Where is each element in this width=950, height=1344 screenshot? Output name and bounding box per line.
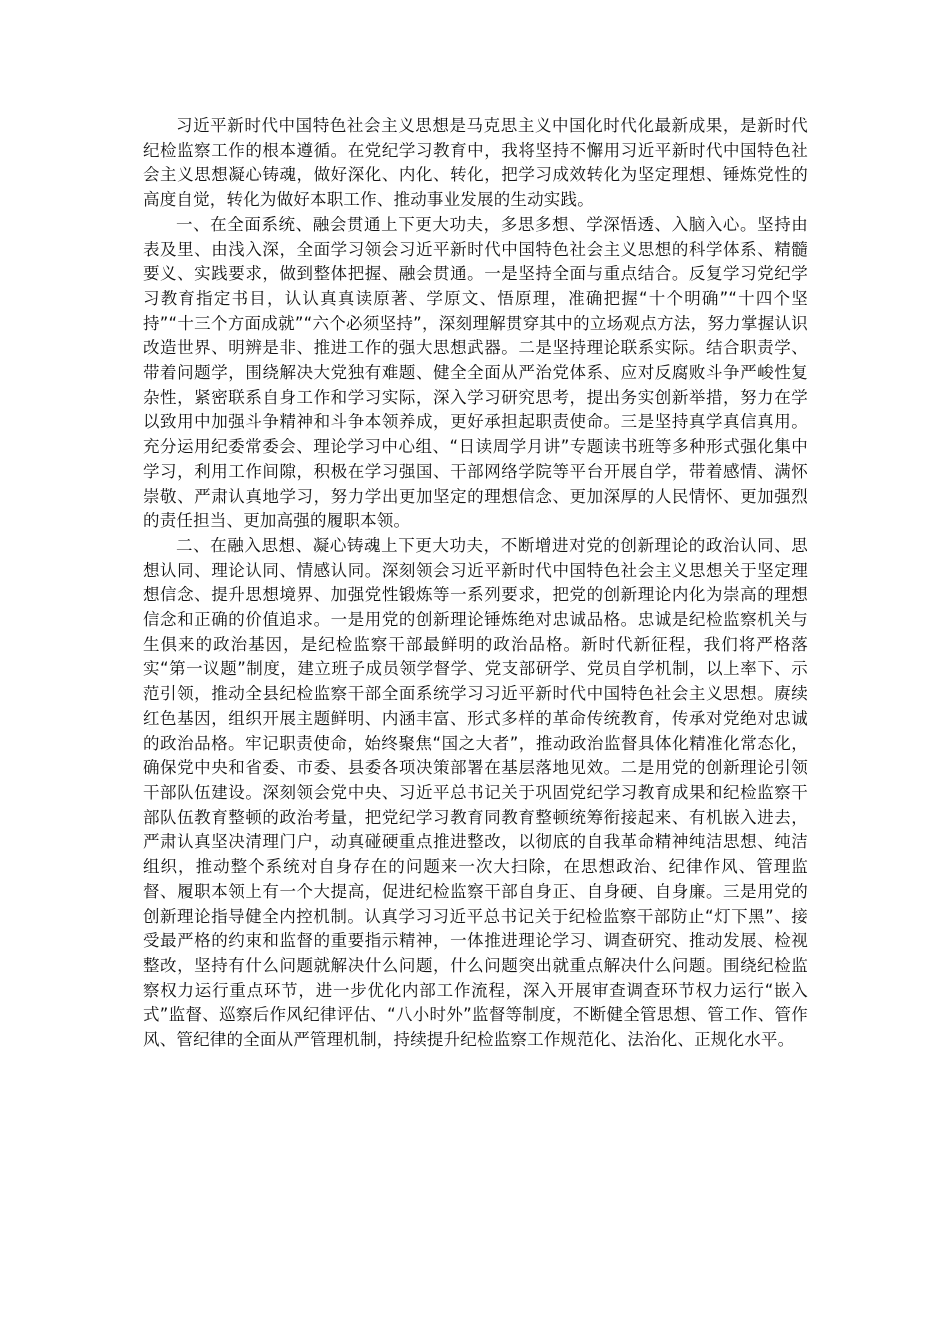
document-body (143, 114, 808, 1053)
paragraph-section-one: 一、在全面系统、融会贯通上下更大功夫，多思多想、学深悟透、入脑入心。坚持由表及里、由浅入深，全面学习领会习近平新时代中国特色社会主义思想的科学体系、精髓要义、实践要求，做到整体把握、融会贯通。一是坚持全面与重点结合。反复学习党纪学习教育指定书目，认认真真读原著、学原文、悟原理，准确把握“十个明确”“十四个坚持”“十三个方面成就”“六个必须坚持”，深刻理解贯穿其中的立场观点方法，努力掌握认识改造世界、明辨是非、推进工作的强大思想武器。二是坚持理论联系实际。结合职责学、带着问题学，围绕解决大党独有难题、健全全面从严治党体系、应对反腐败斗争严峻性复杂性，紧密联系自身工作和学习实际，深入学习研究思考，提出务实创新举措，努力在学以致用中加强斗争精神和斗争本领养成，更好承担起职责使命。三是坚持真学真信真用。充分运用纪委常委会、理论学习中心组、“日读周学月讲”专题读书班等多种形式强化集中学习，利用工作间隙，积极在学习强国、干部网络学院等平台开展自学，带着感情、满怀崇敬、严肃认真地学习，努力学出更加坚定的理想信念、更加深厚的人民情怀、更加强烈的责任担当、更加高强的履职本领。 (143, 214, 808, 531)
paragraph-section-two: 二、在融入思想、凝心铸魂上下更大功夫，不断增进对党的创新理论的政治认同、思想认同、理论认同、情感认同。深刻领会习近平新时代中国特色社会主义思想关于坚定理想信念、提升思想境界、加强党性锻炼等一系列要求，把党的创新理论内化为崇高的理想信念和正确的价值追求。一是用党的创新理论锤炼绝对忠诚品格。忠诚是纪检监察机关与生俱来的政治基因，是纪检监察干部最鲜明的政治品格。新时代新征程，我们将严格落实“第一议题”制度，建立班子成员领学督学、党支部研学、党员自学机制，以上率下、示范引领，推动全县纪检监察干部全面系统学习习近平新时代中国特色社会主义思想。赓续红色基因，组织开展主题鲜明、内涵丰富、形式多样的革命传统教育，传承对党绝对忠诚的政治品格。牢记职责使命，始终聚焦“国之大者”，推动政治监督具体化精准化常态化，确保党中央和省委、市委、县委各项决策部署在基层落地见效。二是用党的创新理论引领干部队伍建设。深刻领会党中央、习近平总书记关于巩固党纪学习教育成果和纪检监察干部队伍教育整顿的政治考量，把党纪学习教育同教育整顿统筹衔接起来、有机嵌入进去，严肃认真坚决清理门户，动真碰硬重点推进整改，以彻底的自我革命精神纯洁思想、纯洁组织，推动整个系统对自身存在的问题来一次大扫除，在思想政治、纪律作风、管理监督、履职本领上有一个大提高，促进纪检监察干部自身正、自身硬、自身廉。三是用党的创新理论指导健全内控机制。认真学习习近平总书记关于纪检监察干部防止“灯下黑”、接受最严格的约束和监督的重要指示精神，一体推进理论学习、调查研究、推动发展、检视整改，坚持有什么问题就解决什么问题，什么问题突出就重点解决什么问题。围绕纪检监察权力运行重点环节，进一步优化内部工作流程，深入开展审查调查环节权力运行“嵌入式”监督、巡察后作风纪律评估、“八小时外”监督等制度，不断健全管思想、管工作、管作风、管纪律的全面从严管理机制，持续提升纪检监察工作规范化、法治化、正规化水平。 (143, 535, 808, 1050)
paragraph-intro: 习近平新时代中国特色社会主义思想是马克思主义中国化时代化最新成果，是新时代纪检监察工作的根本遵循。在党纪学习教育中，我将坚持不懈用习近平新时代中国特色社会主义思想凝心铸魂，做好深化、内化、转化，把学习成效转化为坚定理想、锤炼党性的高度自觉，转化为做好本职工作、推动事业发展的生动实践。 (143, 116, 808, 210)
